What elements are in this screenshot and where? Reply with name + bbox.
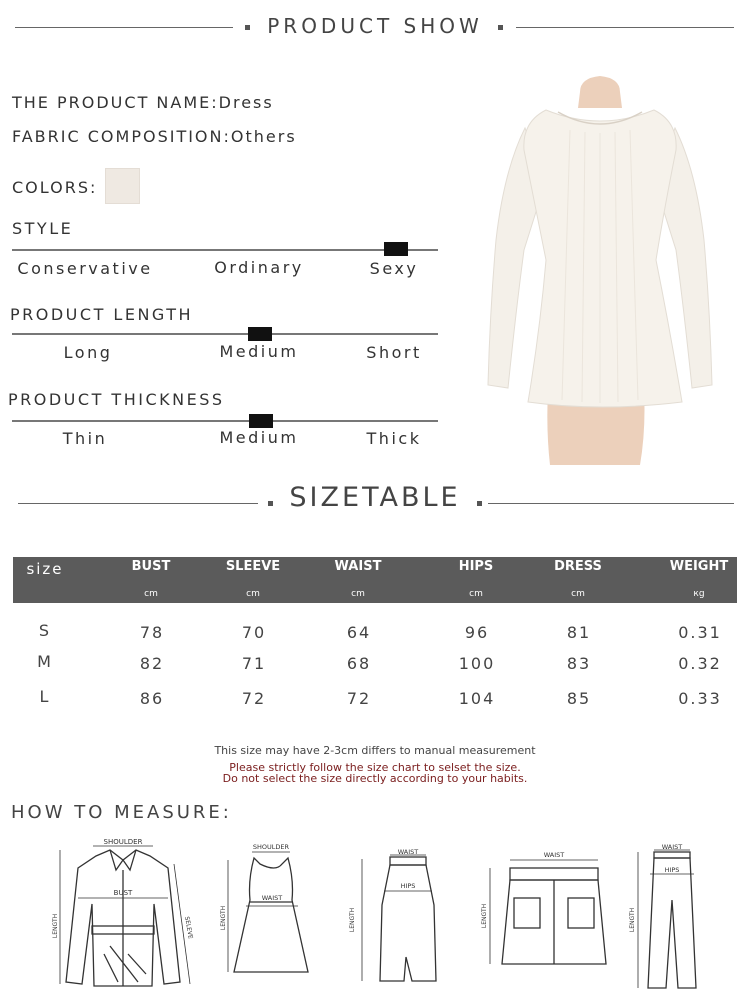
header-dot-right — [498, 25, 503, 30]
cell-dress: 85 — [566, 689, 592, 708]
cell-bust: 78 — [139, 623, 165, 642]
length-label-short: Short — [366, 343, 422, 362]
unit-dress: cm — [571, 589, 585, 599]
style-title: STYLE — [12, 219, 74, 238]
length-label-medium: Medium — [219, 342, 299, 361]
page-title: PRODUCT SHOW — [267, 14, 483, 38]
note-measurement: This size may have 2-3cm differs to manual measurement — [214, 744, 536, 757]
pants-hips-label: HIPS — [664, 866, 680, 874]
cell-weight: 0.32 — [678, 654, 722, 673]
style-marker — [384, 242, 408, 256]
unit-hips: cm — [469, 589, 483, 599]
cell-weight: 0.33 — [678, 689, 722, 708]
thickness-label-thin: Thin — [62, 429, 108, 448]
cell-weight: 0.31 — [678, 623, 722, 642]
dress-waist-label: WAIST — [261, 894, 283, 902]
skirt-hips-label: HIPS — [400, 882, 416, 890]
cell-size: S — [38, 621, 52, 640]
skirt-measure-diagram — [342, 845, 452, 990]
shirt-outline-icon — [48, 834, 198, 994]
cell-dress: 81 — [566, 623, 592, 642]
size-table-header — [13, 557, 737, 603]
cell-sleeve: 70 — [241, 623, 267, 642]
product-name-row — [12, 93, 274, 112]
shorts-outline-icon — [476, 846, 611, 976]
cell-waist: 68 — [346, 654, 372, 673]
shorts-waist-label: WAIST — [543, 851, 565, 859]
sizetable-dot-right — [477, 501, 482, 506]
thickness-scale-line — [12, 420, 438, 422]
note-follow-chart: Please strictly follow the size chart to selset the size. — [229, 761, 521, 774]
unit-bust: cm — [144, 589, 158, 599]
unit-waist: cm — [351, 589, 365, 599]
cell-dress: 83 — [566, 654, 592, 673]
pants-waist-label: WAIST — [661, 843, 683, 851]
sizetable-rule-right — [488, 503, 734, 504]
col-bust: BUST — [131, 559, 171, 574]
thickness-label-thick: Thick — [366, 429, 422, 448]
col-dress: DRESS — [554, 559, 602, 574]
col-weight: WEIGHT — [669, 559, 729, 574]
unit-sleeve: cm — [246, 589, 260, 599]
dress-measure-diagram — [216, 840, 316, 990]
shirt-bust-label: BUST — [113, 889, 133, 897]
cell-hips: 104 — [458, 689, 496, 708]
shorts-measure-diagram — [476, 846, 611, 976]
cell-size: L — [39, 687, 51, 706]
cell-bust: 82 — [139, 654, 165, 673]
col-hips: HIPS — [458, 559, 494, 574]
colors-label: COLORS: — [12, 178, 98, 197]
length-marker — [248, 327, 272, 341]
thickness-marker — [249, 414, 273, 428]
unit-weight: кg — [693, 589, 705, 599]
shorts-length-label: LENGTH — [481, 903, 488, 929]
sizetable-title: SIZETABLE — [289, 482, 461, 513]
fabric-value: Others — [230, 127, 297, 146]
note-habits: Do not select the size directly according to your habits. — [222, 772, 528, 785]
col-sleeve: SLEEVE — [225, 559, 281, 574]
cell-size: M — [37, 652, 53, 671]
dress-shoulder-label: SHOULDER — [252, 843, 290, 851]
style-label-sexy: Sexy — [369, 259, 419, 278]
shirt-sleeve-label: SELEVE — [183, 915, 194, 940]
length-scale-line — [12, 333, 438, 335]
cell-sleeve: 72 — [241, 689, 267, 708]
cell-hips: 96 — [464, 623, 490, 642]
skirt-length-label: LENGTH — [349, 907, 356, 933]
style-label-conservative: Conservative — [17, 259, 153, 278]
thickness-label-medium: Medium — [219, 428, 299, 447]
thickness-title: PRODUCT THICKNESS — [8, 390, 225, 409]
cell-hips: 100 — [458, 654, 496, 673]
col-size: size — [26, 560, 64, 578]
product-name-label: THE PRODUCT NAME: — [12, 93, 219, 112]
dress-outline-icon — [216, 840, 316, 990]
dress-length-label: LENGTH — [220, 905, 227, 931]
shirt-shoulder-label: SHOULDER — [103, 838, 143, 846]
col-waist: WAIST — [334, 559, 382, 574]
pants-measure-diagram — [622, 840, 712, 995]
product-name-value: Dress — [218, 93, 274, 112]
cell-waist: 72 — [346, 689, 372, 708]
dress-photo-illustration — [450, 70, 750, 465]
skirt-outline-icon — [342, 845, 452, 990]
pants-outline-icon — [622, 840, 712, 995]
shirt-length-label: LENGTH — [52, 913, 59, 939]
fabric-label: FABRIC COMPOSITION: — [12, 127, 231, 146]
style-label-ordinary: Ordinary — [214, 258, 304, 277]
length-label-long: Long — [63, 343, 113, 362]
cell-waist: 64 — [346, 623, 372, 642]
how-to-measure-title: HOW TO MEASURE: — [11, 802, 232, 823]
style-scale-line — [12, 249, 438, 251]
cell-bust: 86 — [139, 689, 165, 708]
cell-sleeve: 71 — [241, 654, 267, 673]
skirt-waist-label: WAIST — [397, 848, 419, 856]
shirt-measure-diagram — [48, 834, 198, 994]
product-photo[interactable] — [450, 70, 750, 465]
fabric-row — [12, 127, 297, 146]
color-swatch[interactable] — [105, 168, 140, 204]
pants-length-label: LENGTH — [629, 907, 636, 933]
header-rule-right — [516, 27, 734, 28]
length-title: PRODUCT LENGTH — [10, 305, 194, 324]
